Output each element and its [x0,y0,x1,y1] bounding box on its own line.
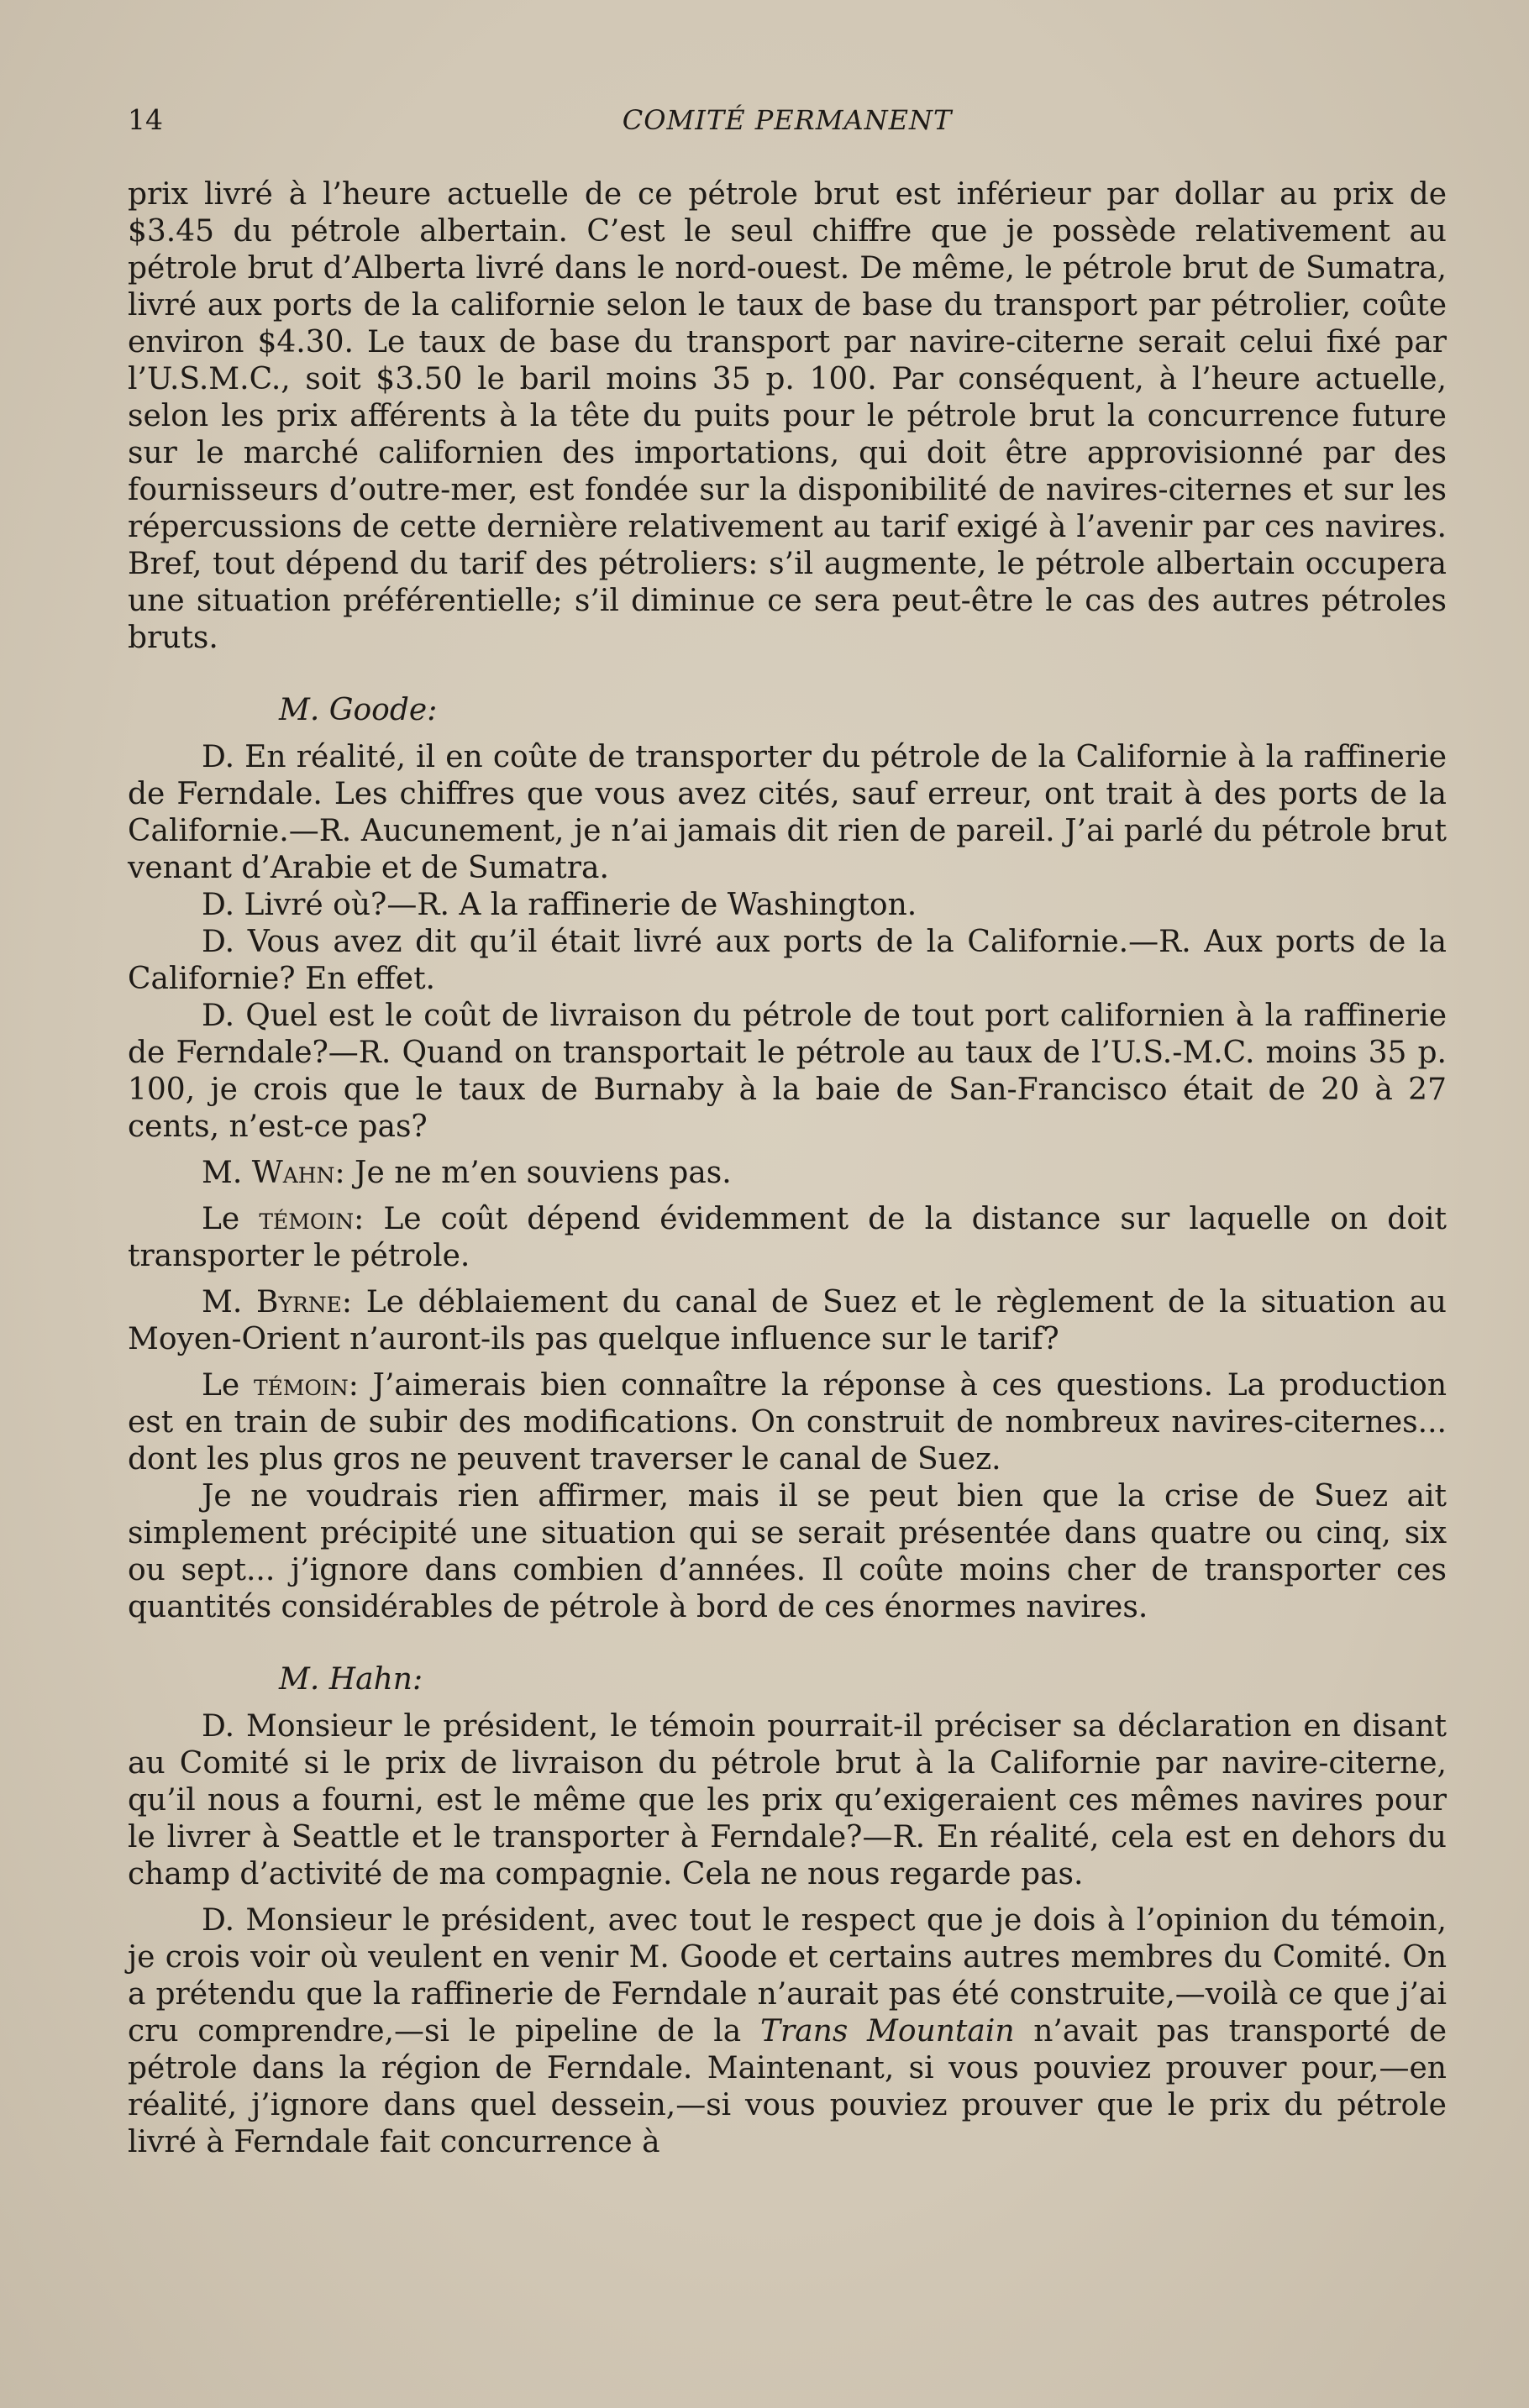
page-header [128,99,1447,141]
speaker-prefix: Le [202,1368,254,1403]
running-title: COMITÉ PERMANENT [622,104,953,136]
paragraph: Je ne voudrais rien affirmer, mais il se peut bien que la crise de Suez ait simplement précipité une situation qui se serait présentée dans quatre ou cinq, six ou sept... j’ignore dans combien d’années. Il coûte moins cher de transporter ces quantités considérables de pétrole à bord de ces énormes navires. [128,1479,1447,1624]
question-text: D. Monsieur le président, avec tout le respect que je dois à l’opinion du témoin, je crois voir où veulent en venir M. Goode et certains autres membres du Comité. On a prétendu que la raffinerie de Ferndale n’aurait pas été construite,—voilà ce que j’ai cru comprendre,—si le pipeline de la [128,1903,1447,2049]
question-answer-paragraph: D. En réalité, il en coûte de transporter du pétrole de la Californie à la raffinerie de Ferndale. Les chiffres que vous avez cités, sauf erreur, ont trait à des ports de la Californie.—R. Aucunement, je n’ai jamais dit rien de pareil. J’ai parlé du pétrole brut venant d’Arabie et de Sumatra. [128,740,1447,885]
speaker-text: : Le déblaiement du canal de Suez et le règlement de la situation au Moyen-Orient n’auront-ils pas quelque influence sur le tarif? [128,1285,1447,1356]
speaker-text: : J’aimerais bien connaître la réponse à ces questions. La production est en train de subir des modifications. On construit de nombreux navires-citernes... dont les plus gros ne peuvent traverser le canal de Suez. [128,1368,1448,1477]
speaker-paragraph-byrne [128,1284,1447,1358]
body-text [128,176,1447,2161]
speaker-name: témoin [253,1368,349,1403]
question-answer-paragraph: D. Livré où?—R. A la raffinerie de Washington. [202,888,917,922]
speaker-name: témoin [259,1202,355,1236]
speaker-prefix: M. [202,1285,256,1319]
speaker-heading-goode: M. Goode: [279,693,438,727]
speaker-prefix: M. [202,1156,252,1190]
italic-term: Trans Mountain [759,2014,1015,2049]
speaker-paragraph-wahn [128,1155,1447,1192]
question-text-continued: n’avait pas transporté de pétrole dans la région de Ferndale. Maintenant, si vous pouviez prouver pour,—en réalité, j’ignore dans quel dessein,—si vous pouviez prouver que le prix du pétrole livré à Ferndale fait concurrence à [128,2014,1448,2159]
question-paragraph [128,1902,1447,2161]
speaker-prefix: Le [202,1202,260,1236]
paragraph-continuation: prix livré à l’heure actuelle de ce pétrole brut est inférieur par dollar au prix de $3.45 du pétrole albertain. C’est le seul chiffre que je possède relativement au pétrole brut d’Alberta livré dans le nord-ouest. De même, le pétrole brut de Sumatra, livré aux ports de la californie selon le taux de base du transport par pétrolier, coûte environ $4.30. Le taux de base du transport par navire-citerne serait celui fixé par l’U.S.M.C., soit $3.50 le baril moins 35 p. 100. Par conséquent, à l’heure actuelle, selon les prix afférents à la tête du puits pour le pétrole brut la concurrence future sur le marché californien des importations, qui doit être approvisionné par des fournisseurs d’outre-mer, est fondée sur la disponibilité de navires-citernes et sur les répercussions de cette dernière relativement au tarif exigé à l’avenir par ces navires. Bref, tout dépend du tarif des pétroliers: s’il augmente, le pétrole albertain occupera une situation préférentielle; s’il diminue ce sera peut-être le cas des autres pétroles bruts. [128,177,1447,655]
speaker-paragraph-temoin [128,1367,1447,1478]
page-number: 14 [128,103,163,136]
speaker-paragraph-temoin [128,1201,1447,1275]
question-answer-paragraph: D. Monsieur le président, le témoin pourrait-il préciser sa déclaration en disant au Comité si le prix de livraison du pétrole brut à la Californie par navire-citerne, qu’il nous a fourni, est le même que les prix qu’exigeraient ces mêmes navires pour le livrer à Seattle et le transporter à Ferndale?—R. En réalité, cela est en dehors du champ d’activité de ma compagnie. Cela ne nous regarde pas. [128,1709,1447,1891]
speaker-text: : Le coût dépend évidemment de la distance sur laquelle on doit transporter le pétrole. [128,1202,1447,1273]
speaker-name: Byrne [256,1285,342,1319]
question-answer-paragraph: D. Quel est le coût de livraison du pétrole de tout port californien à la raffinerie de Ferndale?—R. Quand on transportait le pétrole au taux de l’U.S.-M.C. moins 35 p. 100, je crois que le taux de Burnaby à la baie de San-Francisco était de 20 à 27 cents, n’est-ce pas? [128,999,1447,1144]
speaker-heading-hahn: M. Hahn: [279,1662,423,1697]
question-answer-paragraph: D. Vous avez dit qu’il était livré aux ports de la Californie.—R. Aux ports de la Californie? En effet. [128,925,1447,996]
speaker-name: Wahn [251,1156,335,1190]
speaker-text: : Je ne m’en souviens pas. [334,1156,732,1190]
